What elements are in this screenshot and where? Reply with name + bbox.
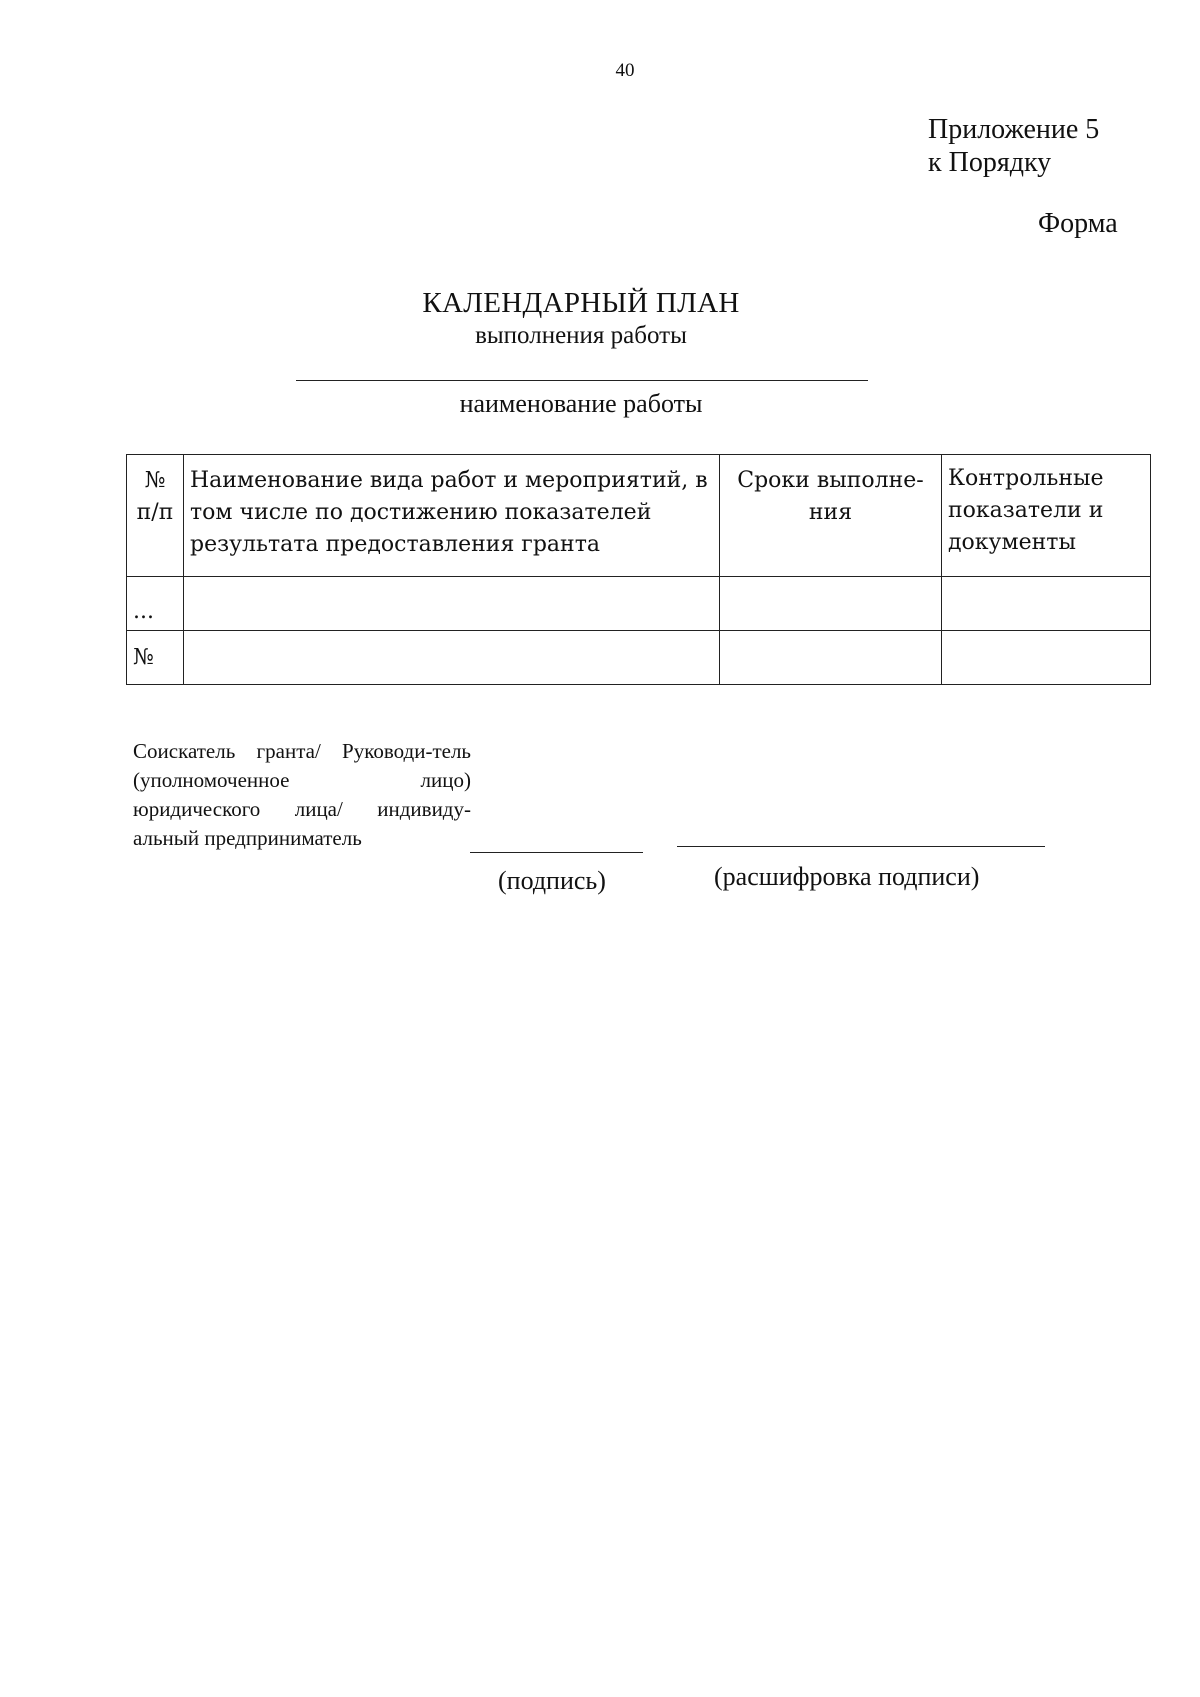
signature-decode-line — [677, 846, 1045, 847]
table-row — [127, 577, 1151, 631]
row-deadline-cell — [720, 631, 942, 685]
row-control-cell — [942, 631, 1151, 685]
table-row — [127, 631, 1151, 685]
row-work-name-cell — [184, 577, 720, 631]
work-name-caption: наименование работы — [459, 389, 703, 418]
appendix-order: к Порядку — [928, 147, 1052, 178]
document-subtitle: выполнения работы — [475, 322, 687, 349]
row-deadline-cell — [720, 577, 942, 631]
row-work-name-cell — [184, 631, 720, 685]
applicant-label: Соискатель гранта/ Руководи-тель (уполномоченное лицо) юридического лица/ индивиду-альный предприниматель — [133, 739, 471, 850]
page-number: 40 — [615, 60, 635, 81]
table-header-row — [127, 455, 1151, 577]
calendar-plan-table — [126, 454, 1151, 685]
document-title: КАЛЕНДАРНЫЙ ПЛАН — [422, 287, 740, 319]
appendix-number: Приложение 5 — [928, 114, 1100, 145]
signature-caption: (подпись) — [498, 866, 606, 895]
header-work-name: Наименование вида работ и мероприятий, в том числе по достижению показателей результата предоставления гранта — [184, 455, 720, 577]
work-name-line — [296, 380, 868, 381]
header-control-indicators: Контрольные показатели и документы — [942, 455, 1151, 577]
appendix-reference — [928, 113, 1099, 179]
header-deadlines: Сроки выполне-ния — [720, 455, 942, 577]
header-number: № п/п — [127, 455, 184, 577]
signature-line — [470, 852, 643, 853]
row-control-cell — [942, 577, 1151, 631]
row-number-cell: № — [127, 631, 184, 685]
signature-decode-caption: (расшифровка подписи) — [714, 862, 980, 891]
form-label: Форма — [1038, 208, 1118, 239]
row-number-cell: ... — [127, 577, 184, 631]
